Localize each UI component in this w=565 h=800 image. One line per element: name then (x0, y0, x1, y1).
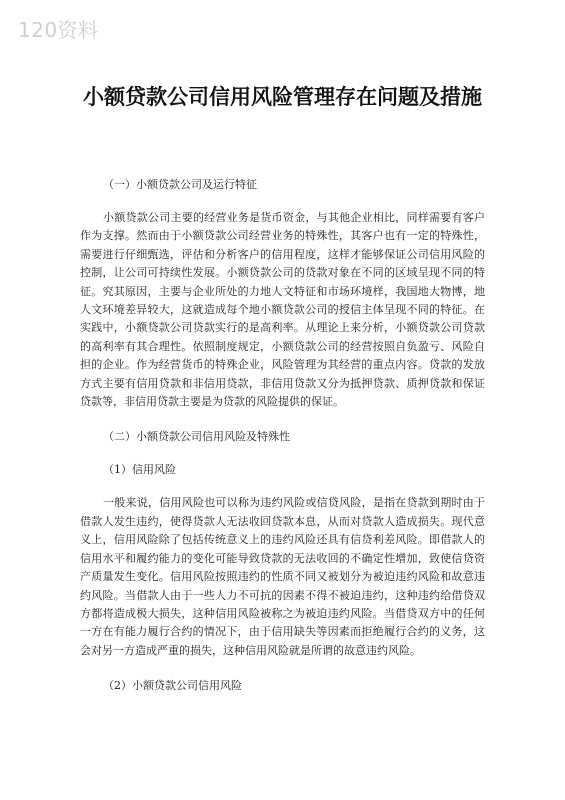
section-heading-1: （一）小额贷款公司及运行特征 (103, 178, 257, 191)
subheading-microloan-credit-risk: （2）小额贷款公司信用风险 (103, 679, 242, 693)
watermark: 120资料 (18, 18, 99, 42)
subheading-credit-risk: （1）信用风险 (103, 463, 176, 477)
document-body (80, 176, 485, 695)
section-heading-2: （二）小额贷款公司信用风险及特殊性 (103, 430, 290, 444)
paragraph-1: 小额贷款公司主要的经营业务是货币资金，与其他企业相比，同样需要有客户作为支撑。然而由于小额贷款公司经营业务的特殊性，其客户也有一定的特殊性，需要进行仔细甄选，评估和分析客户的信用程度，这样才能够保证公司信用风险的控制，让公司可持续性发展。小额贷款公司的贷款对象在不同的区域呈现不同的特征。究其原因，主要与企业所处的力地人文特征和市场环境样，我国地大物博，地人文环境差异较大，这就造成每个地小额贷款公司的授信主体呈现不同的特征。在实践中，小额贷款公司贷款实行的是高利率。从理论上来分析，小额贷款公司贷款的高利率有其合理性。依照制度规定，小额贷款公司的经营按照自负盈亏、风险自担的企业。作为经营货币的特殊企业，风险管理为其经营的重点内容。贷款的发放方式主要有信用贷款和非信用贷款，非信用贷款又分为抵押贷款、质押贷款和保证贷款等，非信用贷款主要是为贷款的风险提供的保证。 (80, 211, 485, 409)
paragraph-2: 一般来说，信用风险也可以称为违约风险或信贷风险，是指在贷款到期时由于借款人发生违约，使得贷款人无法收回贷款本息，从而对贷款人造成损失。现代意义上，信用风险除了包括传统意义上的违约风险还具有信贷利差风险。即借款人的信用水平和履约能力的变化可能导致贷款的无法收回的不确定性增加，致使信贷资产质量发生变化。信用风险按照违约的性质不同又被划分为被迫违约风险和故意违约风险。当借款人由于一些人力不可抗的因素不得不被迫违约，这种违约给借贷双方都将造成极大损失，这种信用风险被称之为被迫违约风险。当借贷双方中的任何一方在有能力履行合约的情况下，由于信用缺失等因素而拒绝履行合约的义务，这会对另一方造成严重的损失，这种信用风险就是所谓的故意违约风险。 (80, 496, 485, 657)
page-title: 小额贷款公司信用风险管理存在问题及措施 (83, 85, 482, 109)
